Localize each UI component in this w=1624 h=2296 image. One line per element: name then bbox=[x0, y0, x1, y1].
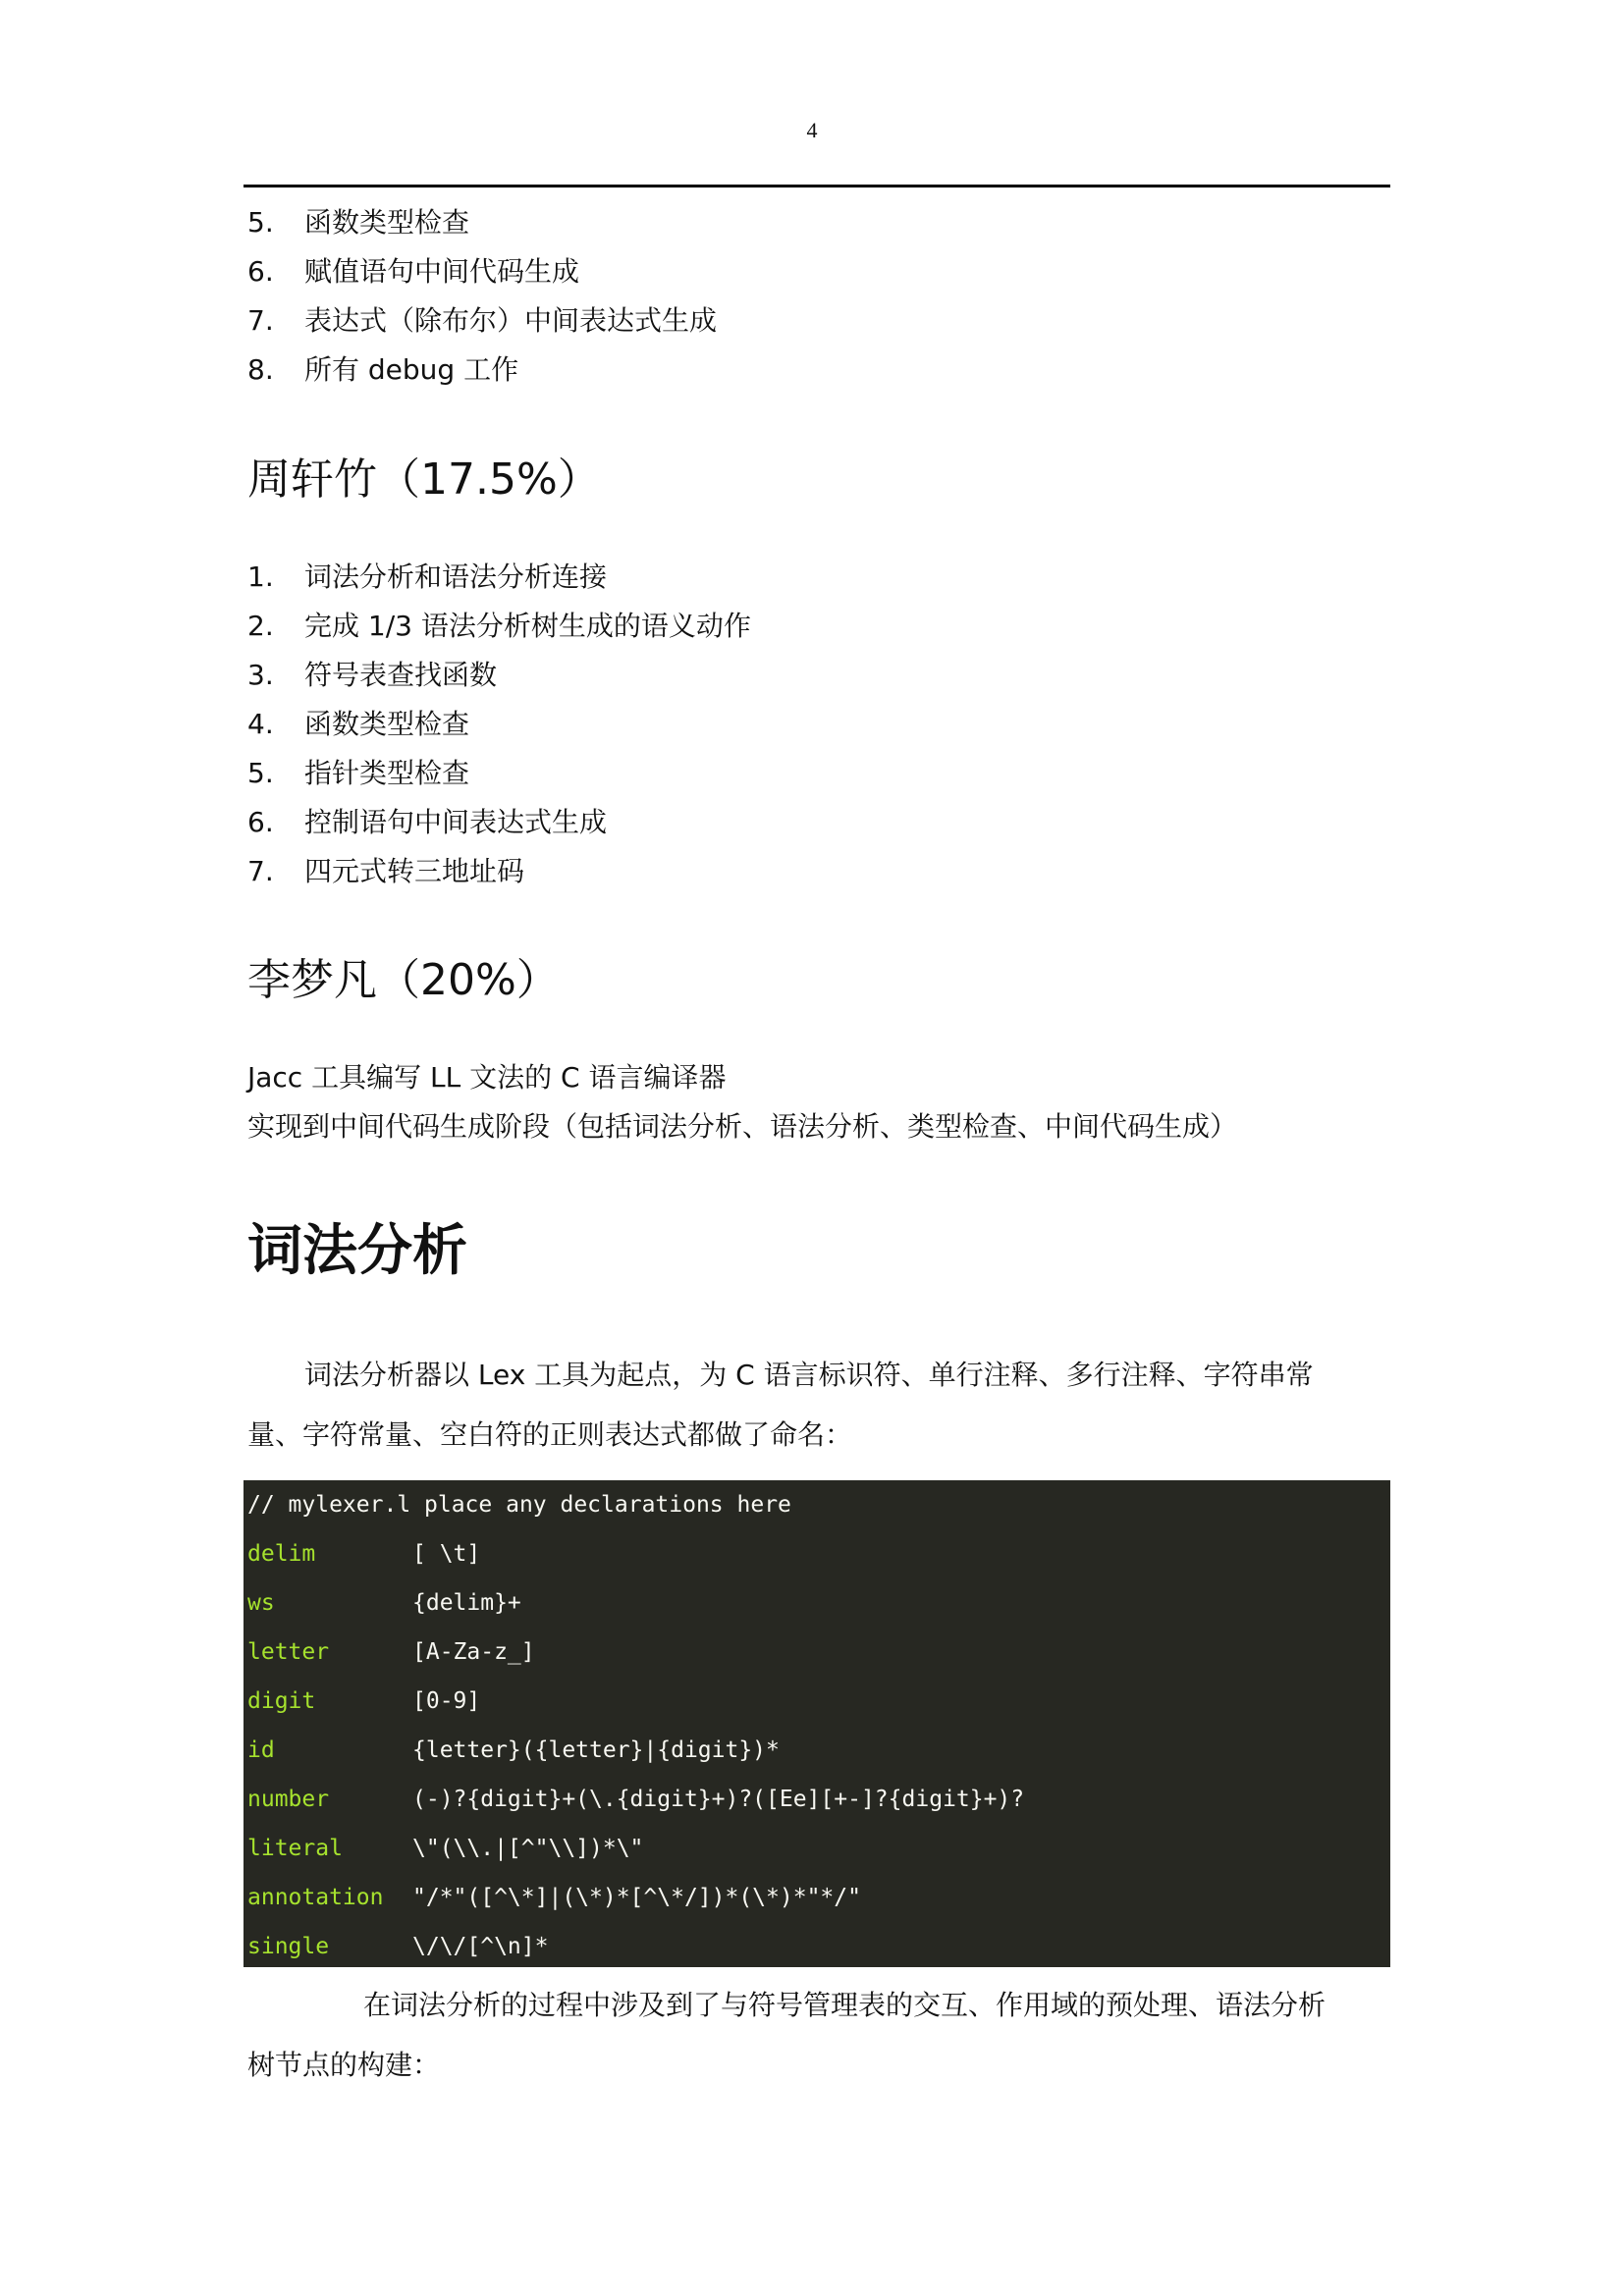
list-item-text: 表达式（除布尔）中间表达式生成 bbox=[304, 304, 718, 337]
member-li-line-1: Jacc 工具编写 LL 文法的 C 语言编译器 bbox=[247, 1061, 727, 1094]
list-item bbox=[247, 198, 717, 247]
section-intro bbox=[247, 1345, 1390, 1465]
list-item-number: 6. bbox=[247, 255, 274, 288]
code-comment: // mylexer.l place any declarations here bbox=[247, 1492, 791, 1518]
outro-line-1: 在词法分析的过程中涉及到了与符号管理表的交互、作用域的预处理、语法分析 bbox=[363, 1989, 1326, 2021]
section-heading: 词法分析 bbox=[247, 1219, 467, 1283]
list-item bbox=[247, 700, 751, 749]
intro-line-2: 量、字符常量、空白符的正则表达式都做了命名： bbox=[247, 1418, 853, 1451]
outro-line-2: 树节点的构建： bbox=[247, 2049, 441, 2081]
list-item bbox=[247, 296, 717, 346]
list-item-text: 所有 debug 工作 bbox=[304, 353, 519, 386]
code-row bbox=[247, 1578, 521, 1628]
code-pattern: {letter}({letter}|{digit})* bbox=[412, 1737, 780, 1763]
list-item bbox=[247, 247, 717, 296]
member-task-list-zhou bbox=[247, 553, 751, 896]
list-item-text: 赋值语句中间代码生成 bbox=[304, 255, 580, 288]
code-name: digit bbox=[247, 1688, 316, 1714]
list-item-number: 3. bbox=[247, 659, 274, 691]
list-item-text: 符号表查找函数 bbox=[304, 659, 498, 691]
code-name: single bbox=[247, 1934, 330, 1959]
list-item bbox=[247, 346, 717, 395]
code-name: ws bbox=[247, 1590, 275, 1616]
code-row bbox=[247, 1677, 480, 1726]
code-name: delim bbox=[247, 1541, 316, 1567]
list-item-number: 2. bbox=[247, 610, 274, 642]
intro-line-1: 词法分析器以 Lex 工具为起点，为 C 语言标识符、单行注释、多行注释、字符串常 bbox=[304, 1359, 1314, 1391]
code-name: annotation bbox=[247, 1885, 384, 1910]
list-item-number: 1. bbox=[247, 561, 274, 593]
list-item-text: 控制语句中间表达式生成 bbox=[304, 806, 608, 838]
list-item-number: 5. bbox=[247, 206, 274, 239]
list-item bbox=[247, 847, 751, 896]
code-row bbox=[247, 1726, 780, 1775]
list-item-text: 词法分析和语法分析连接 bbox=[304, 561, 608, 593]
list-item-text: 四元式转三地址码 bbox=[304, 855, 525, 887]
code-row bbox=[247, 1873, 861, 1922]
code-row bbox=[247, 1628, 535, 1677]
list-item-text: 完成 1/3 语法分析树生成的语义动作 bbox=[304, 610, 751, 642]
code-row bbox=[247, 1529, 480, 1578]
code-name: number bbox=[247, 1787, 330, 1812]
list-item bbox=[247, 602, 751, 651]
code-pattern: (-)?{digit}+(\.{digit}+)?([Ee][+-]?{digit}+)? bbox=[412, 1787, 1025, 1812]
list-item-number: 8. bbox=[247, 353, 274, 386]
code-name: letter bbox=[247, 1639, 330, 1665]
code-name: literal bbox=[247, 1836, 343, 1861]
list-item-number: 5. bbox=[247, 757, 274, 789]
list-item bbox=[247, 749, 751, 798]
code-pattern: [0-9] bbox=[412, 1688, 481, 1714]
member-heading-zhou: 周轩竹（17.5%） bbox=[247, 454, 601, 505]
list-item-text: 函数类型检查 bbox=[304, 206, 470, 239]
header-rule bbox=[244, 185, 1390, 187]
list-item bbox=[247, 553, 751, 602]
code-name: id bbox=[247, 1737, 275, 1763]
list-item-number: 6. bbox=[247, 806, 274, 838]
list-item bbox=[247, 798, 751, 847]
list-item-number: 7. bbox=[247, 855, 274, 887]
code-pattern: \/\/[^\n]* bbox=[412, 1934, 549, 1959]
code-pattern: [ \t] bbox=[412, 1541, 481, 1567]
code-pattern: {delim}+ bbox=[412, 1590, 521, 1616]
code-pattern: "/*"([^\*]|(\*)*[^\*/])*(\*)*"*/" bbox=[412, 1885, 861, 1910]
list-item-text: 函数类型检查 bbox=[304, 708, 470, 740]
code-block bbox=[244, 1480, 1390, 1967]
list-item-number: 4. bbox=[247, 708, 274, 740]
list-item-number: 7. bbox=[247, 304, 274, 337]
first-task-list bbox=[247, 198, 717, 395]
code-row bbox=[247, 1922, 548, 1971]
code-pattern: \"(\\.|[^"\\])*\" bbox=[412, 1836, 644, 1861]
member-li-line-2: 实现到中间代码生成阶段（包括词法分析、语法分析、类型检查、中间代码生成） bbox=[247, 1110, 1238, 1143]
list-item-text: 指针类型检查 bbox=[304, 757, 470, 789]
code-pattern: [A-Za-z_] bbox=[412, 1639, 535, 1665]
code-row bbox=[247, 1824, 643, 1873]
code-row bbox=[247, 1775, 1024, 1824]
member-heading-li: 李梦凡（20%） bbox=[247, 955, 560, 1005]
page-number: 4 bbox=[806, 118, 818, 142]
section-outro bbox=[247, 1975, 1390, 2095]
list-item bbox=[247, 651, 751, 700]
